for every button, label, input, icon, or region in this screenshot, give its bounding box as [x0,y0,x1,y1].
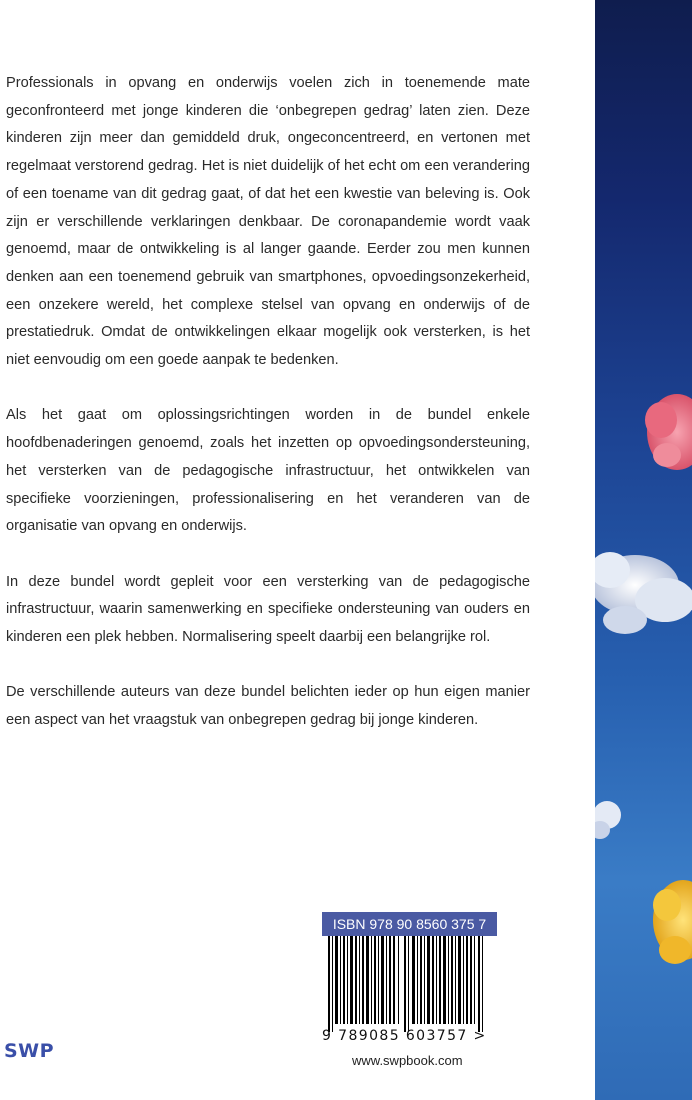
paragraph-3: In deze bundel wordt gepleit voor een versterking van de pedagogische infrastructuur, waarin samenwerking en specifieke ondersteuning van ouders en kinderen een plek hebben. Normalisering speelt daarbij een belangrijke rol. [6,573,530,646]
paragraph-4: De verschillende auteurs van deze bundel belichten ieder op hun eigen manier een aspect van het vraagstuk van onbegrepen gedrag bij jonge kinderen. [6,684,530,729]
paragraph-1: Professionals in opvang en onderwijs voelen zich in toenemende mate geconfronteerd met jonge kinderen die ‘onbegrepen gedrag’ laten zien. Deze kinderen zijn meer dan gemiddeld druk, ongeconcentreerd, en vertonen met regelmaat verstorend gedrag. Het is niet duidelijk of het echt om een verandering of een toename van dit gedrag gaat, of dat het een kwestie van beleving is. Ook zijn er verschillende verklaringen denkbaar. De coronapandemie wordt vaak genoemd, maar de ontwikkeling is al langer gaande. Eerder zou men kunnen denken aan een toenemend gebruik van smartphones, opvoedingsonzekerheid, een onzekere wereld, het complexe stelsel van opvang en onderwijs of de prestatiedruk. Omdat de ontwikkelingen elkaar mogelijk ook versterken, is het niet eenvoudig om een goede aanpak te bedenken. [6,75,530,369]
barcode-digits: 9 789085 603757 > [322,1028,487,1044]
isbn-label: ISBN 978 90 8560 375 7 [322,912,497,936]
publisher-url: www.swpbook.com [352,1053,463,1068]
paragraph-2: Als het gaat om oplossingsrichtingen worden in de bundel enkele hoofdbenaderingen genoemd, zoals het inzetten op opvoedingsondersteuning, het versterken van de pedagogische infrastructuur, het ontwikkelen van specifieke voorzieningen, professionalisering en het veranderen van de organisatie van opvang en onderwijs. [6,407,530,535]
swp-logo: SWP [4,1040,55,1062]
barcode-icon [328,936,492,1032]
wool-clouds-illustration [595,0,692,1100]
cover-artwork-strip [595,0,692,1100]
back-cover-text [6,70,530,763]
